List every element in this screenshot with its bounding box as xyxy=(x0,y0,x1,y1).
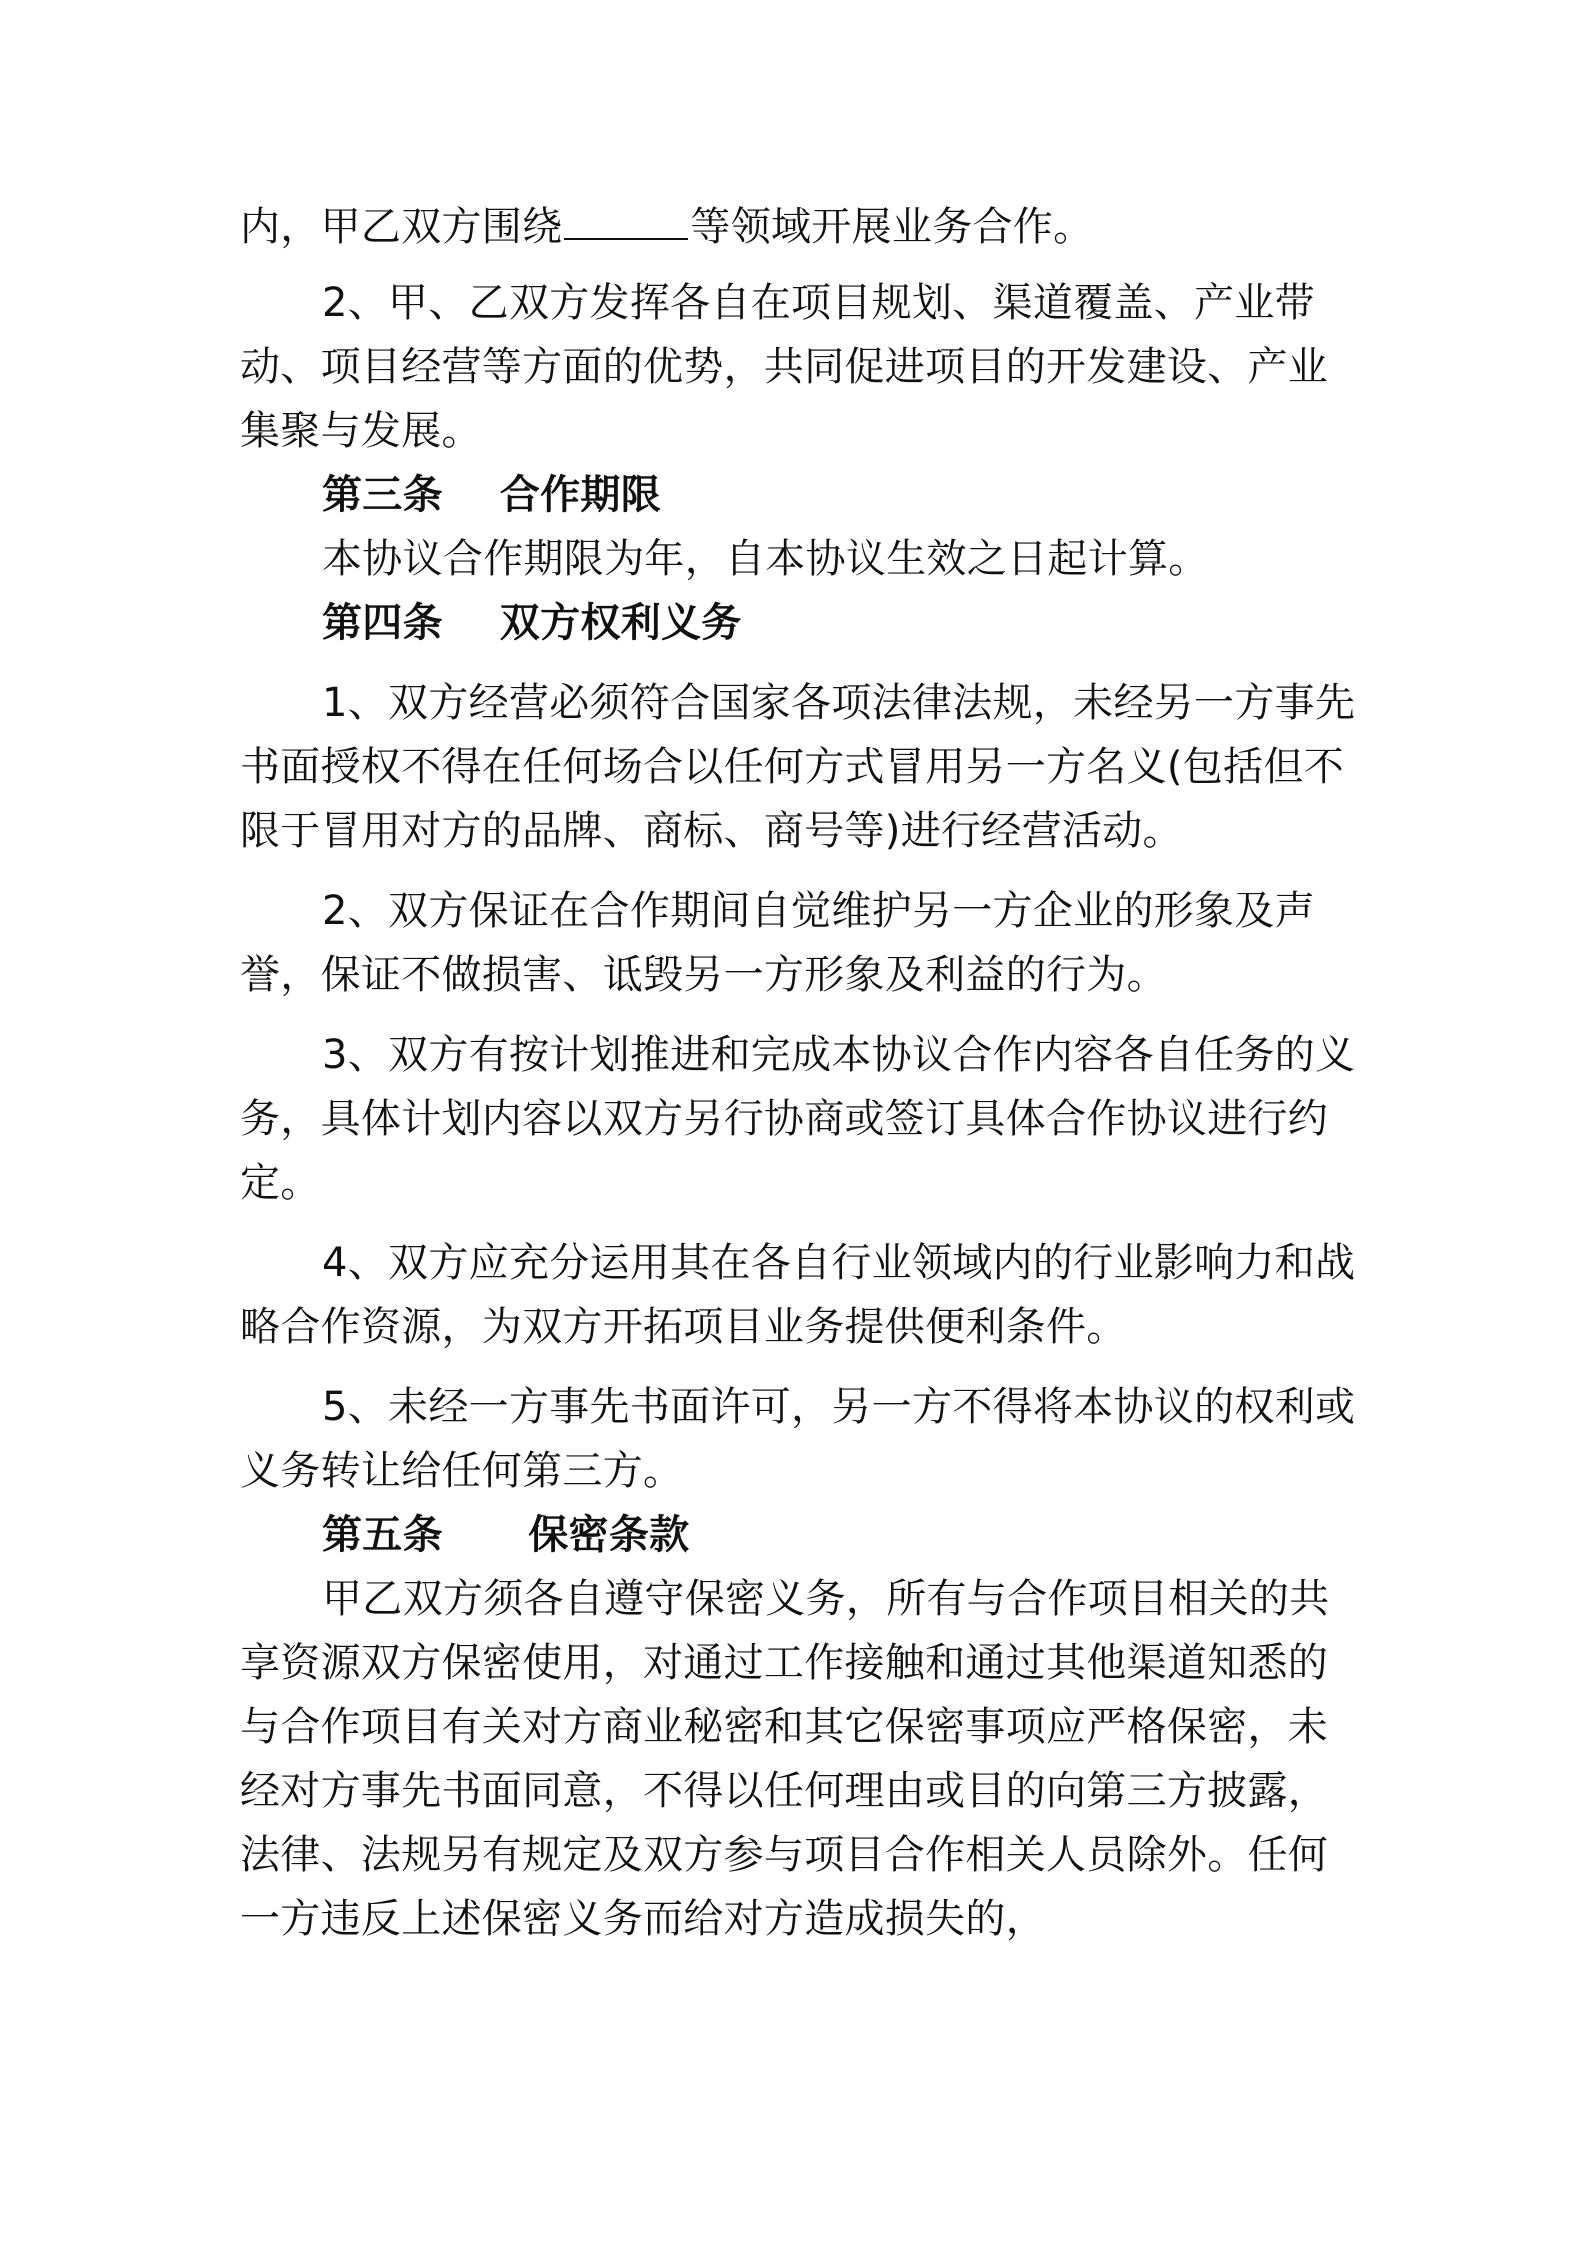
document-body xyxy=(240,195,1360,1951)
paragraph-clause-2: 2、双方保证在合作期间自觉维护另一方企业的形象及声誉，保证不做损害、诋毁另一方形象及利益的行为。 xyxy=(240,888,1315,998)
paragraph-text-after-blank: 等领域开展业务合作。 xyxy=(690,204,1094,250)
paragraph-advantages: 2、甲、乙双方发挥各自在项目规划、渠道覆盖、产业带动、项目经营等方面的优势，共同促进项目的开发建设、产业集聚与发展。 xyxy=(240,280,1329,454)
article-heading-term: 第三条 合作期限 xyxy=(322,472,662,518)
paragraph-cooperation-fields xyxy=(240,195,1360,259)
paragraph-text-before-blank: 内，甲乙双方围绕 xyxy=(240,204,563,250)
paragraph-clause-4: 4、双方应充分运用其在各自行业领域内的行业影响力和战略合作资源，为双方开拓项目业务提供便利条件。 xyxy=(240,1240,1356,1350)
paragraph-clause-1: 1、双方经营必须符合国家各项法律法规，未经另一方事先书面授权不得在任何场合以任何方式冒用另一方名义(包括但不限于冒用对方的品牌、商标、商号等)进行经营活动。 xyxy=(240,680,1356,854)
paragraph-term: 本协议合作期限为年，自本协议生效之日起计算。 xyxy=(322,536,1209,582)
paragraph-clause-5: 5、未经一方事先书面许可，另一方不得将本协议的权利或义务转让给任何第三方。 xyxy=(240,1384,1356,1494)
fill-in-blank xyxy=(564,204,688,240)
paragraph-confidentiality: 甲乙双方须各自遵守保密义务，所有与合作项目相关的共享资源双方保密使用，对通过工作接触和通过其他渠道知悉的与合作项目有关对方商业秘密和其它保密事项应严格保密，未经对方事先书面同意，不得以任何理由或目的向第三方披露，法律、法规另有规定及双方参与项目合作相关人员除外。任何一方违反上述保密义务而给对方造成损失的， xyxy=(240,1576,1330,1942)
paragraph-clause-3: 3、双方有按计划推进和完成本协议合作内容各自任务的义务，具体计划内容以双方另行协商或签订具体合作协议进行约定。 xyxy=(240,1032,1356,1206)
article-heading-rights-obligations: 第四条 双方权利义务 xyxy=(322,600,742,646)
article-heading-confidentiality: 第五条 保密条款 xyxy=(322,1512,690,1558)
